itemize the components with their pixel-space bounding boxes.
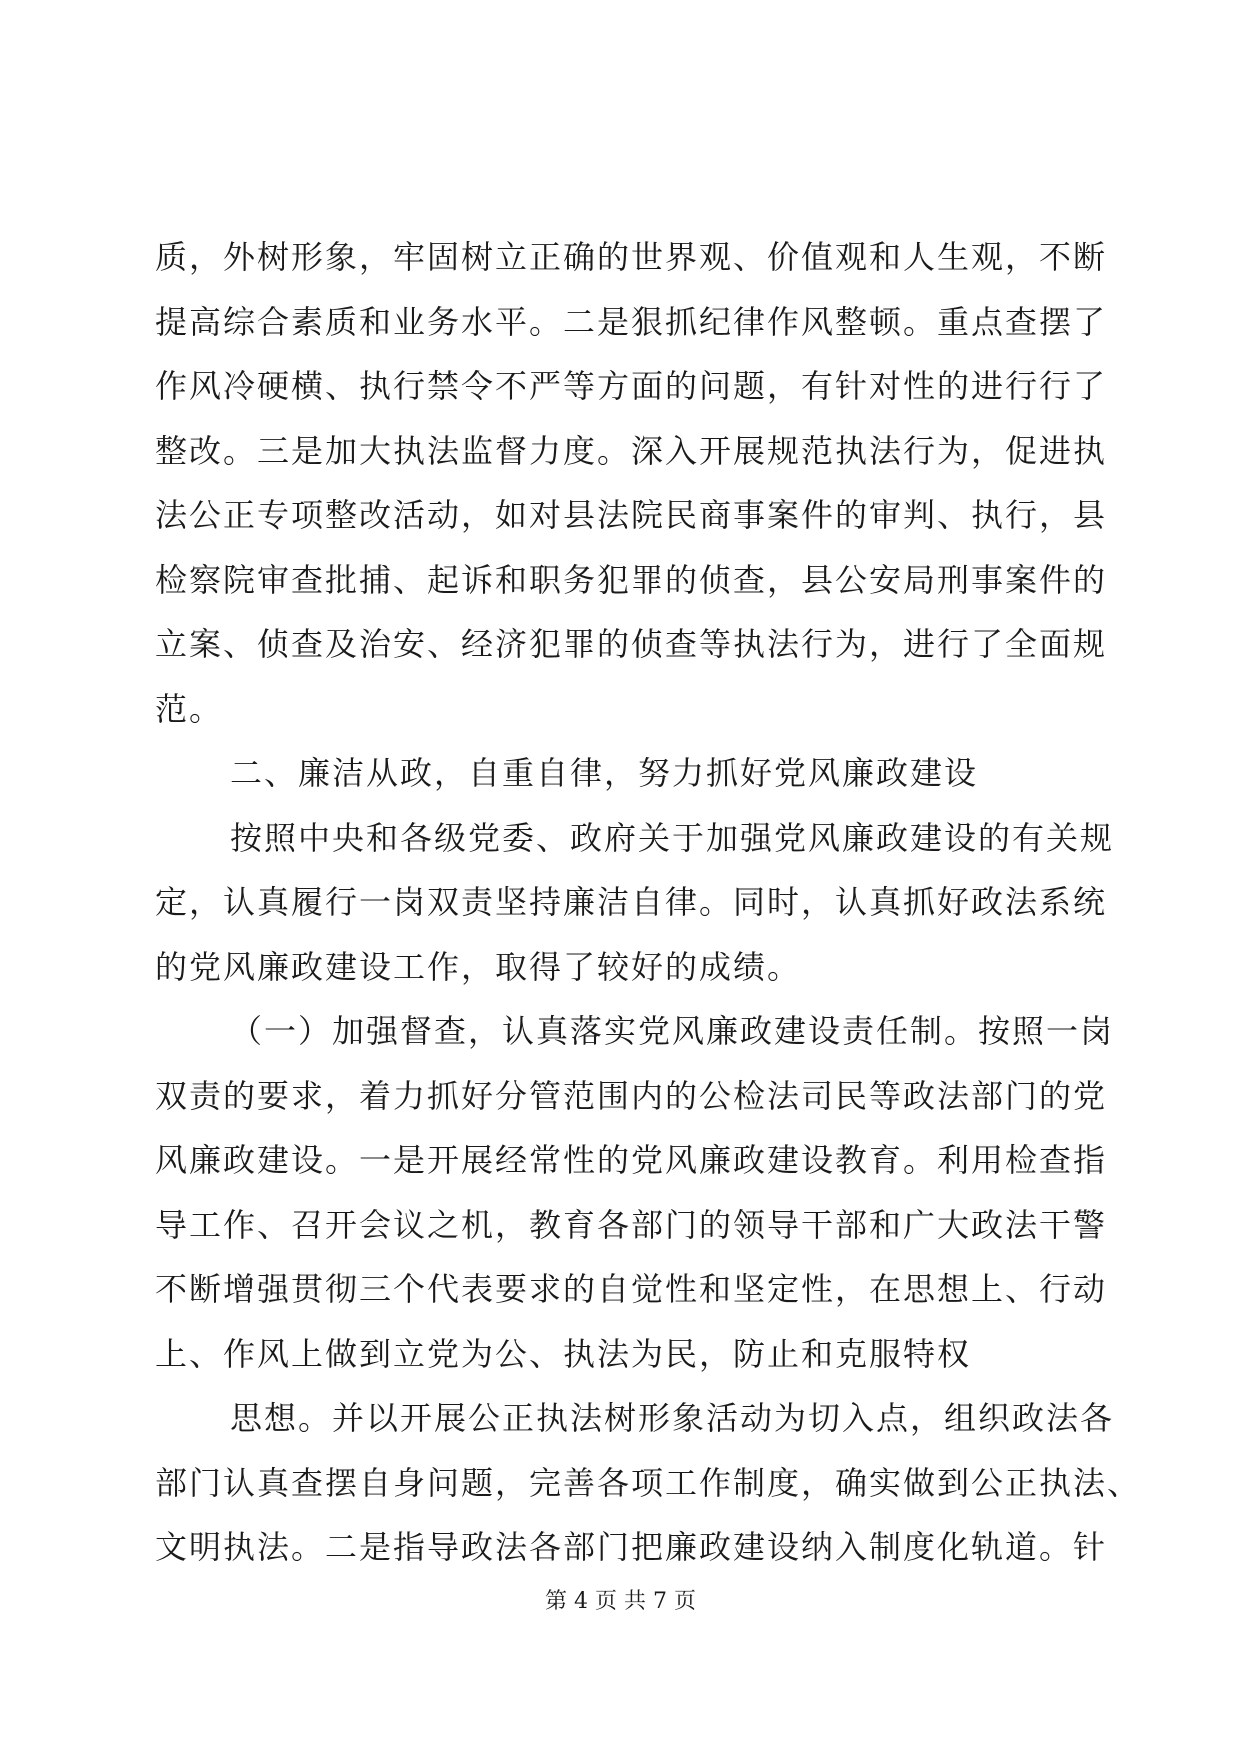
text-line: 思想。并以开展公正执法树形象活动为切入点，组织政法各 (230, 1399, 1115, 1437)
text-line: 上、作风上做到立党为公、执法为民，防止和克服特权 (155, 1334, 972, 1373)
text-line: 立案、侦查及治安、经济犯罪的侦查等执法行为，进行了全面规 (155, 625, 1108, 663)
text-line: 不断增强贯彻三个代表要求的自觉性和坚定性，在思想上、行动 (155, 1270, 1108, 1308)
text-line: 范。 (155, 689, 224, 728)
text-line: 文明执法。二是指导政法各部门把廉政建设纳入制度化轨道。针 (155, 1528, 1108, 1566)
text-line: 作风冷硬横、执行禁令不严等方面的问题，有针对性的进行行了 (155, 367, 1108, 405)
text-line: 部门认真查摆自身问题，完善各项工作制度，确实做到公正执法、 (155, 1463, 1142, 1502)
text-line: 法公正专项整改活动，如对县法院民商事案件的审判、执行，县 (155, 496, 1108, 534)
text-line: （一）加强督查，认真落实党风廉政建设责任制。按照一岗 (230, 1012, 1115, 1050)
text-line: 导工作、召开会议之机，教育各部门的领导干部和广大政法干警 (155, 1205, 1108, 1244)
text-line: 检察院审查批捕、起诉和职务犯罪的侦查，县公安局刑事案件的 (155, 560, 1108, 599)
page-number-footer: 第 4 页 共 7 页 (545, 1589, 696, 1614)
text-line: 双责的要求，着力抓好分管范围内的公检法司民等政法部门的党 (155, 1076, 1108, 1115)
text-line: 整改。三是加大执法监督力度。深入开展规范执法行为，促进执 (155, 431, 1108, 470)
text-line: 二、廉洁从政，自重自律，努力抓好党风廉政建设 (230, 754, 979, 792)
text-line: 质，外树形象，牢固树立正确的世界观、价值观和人生观，不断 (155, 238, 1108, 276)
body-text (155, 225, 1142, 1580)
text-line: 提高综合素质和业务水平。二是狠抓纪律作风整顿。重点查摆了 (155, 302, 1108, 341)
text-line: 定，认真履行一岗双责坚持廉洁自律。同时，认真抓好政法系统 (155, 883, 1108, 921)
text-line: 风廉政建设。一是开展经常性的党风廉政建设教育。利用检查指 (155, 1141, 1108, 1179)
text-line: 按照中央和各级党委、政府关于加强党风廉政建设的有关规 (230, 818, 1115, 857)
text-line: 的党风廉政建设工作，取得了较好的成绩。 (155, 947, 802, 986)
